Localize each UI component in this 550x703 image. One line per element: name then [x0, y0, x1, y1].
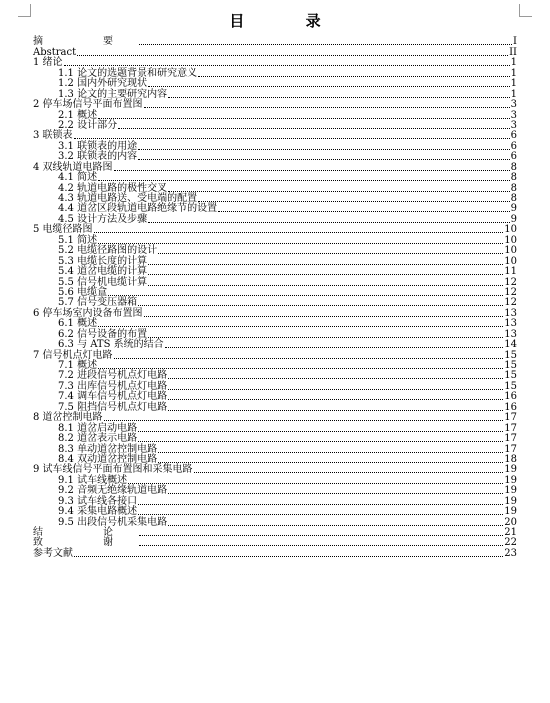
dot-leader — [98, 368, 503, 369]
toc-page-number: 9 — [510, 213, 517, 225]
toc-subentry[interactable] — [33, 444, 517, 454]
toc-entry-label: 8.4 双动道岔控制电路 — [58, 453, 158, 465]
toc-page-number: 8 — [510, 161, 517, 173]
toc-page-number: 15 — [504, 360, 517, 371]
toc-page-number: 21 — [504, 527, 517, 538]
dot-leader — [144, 107, 510, 108]
toc-entry-label: 8.2 道岔表示电路 — [58, 433, 138, 445]
toc-page-number: 10 — [504, 255, 517, 267]
toc-entry-label: 2.2 设计部分 — [58, 119, 118, 131]
toc-page-number: 19 — [504, 485, 517, 497]
toc-page-number: 14 — [504, 339, 517, 351]
toc-page-number: 13 — [504, 328, 517, 340]
toc-page-number: 15 — [504, 349, 517, 361]
toc-page-number: 3 — [510, 109, 517, 121]
dot-leader — [114, 358, 504, 359]
toc-entry-label: 8.1 道岔启动电路 — [58, 422, 138, 434]
toc-subentry[interactable] — [33, 319, 517, 329]
dot-leader — [168, 525, 503, 526]
dot-leader — [194, 472, 504, 473]
toc-entry-label: 4.1 简述 — [58, 172, 98, 184]
dot-leader — [168, 493, 503, 494]
toc-entry[interactable] — [33, 350, 517, 360]
dot-leader — [218, 211, 510, 212]
toc-subentry[interactable] — [33, 486, 517, 496]
dot-leader — [98, 243, 503, 244]
dot-leader — [158, 452, 503, 453]
dot-leader — [77, 55, 508, 56]
toc-subentry[interactable] — [33, 507, 517, 517]
toc-page-number: 3 — [510, 119, 517, 131]
toc-entry[interactable] — [33, 225, 517, 235]
dot-leader — [108, 295, 503, 296]
toc-subentry[interactable] — [33, 340, 517, 350]
toc-entry-label: 6 停车场室内设备布置图 — [33, 307, 143, 319]
dot-leader — [74, 556, 503, 557]
toc-page-number: 3 — [510, 99, 517, 111]
toc-entry-label: 7.2 进段信号机点灯电路 — [58, 370, 168, 382]
toc-page-number: 8 — [510, 172, 517, 184]
toc-entry-label: 6.2 信号设备的布置 — [58, 328, 148, 340]
toc-entry-label: 4.3 轨道电路送、受电端的配置 — [58, 193, 198, 204]
toc-entry-label: 1.2 国内外研究现状 — [58, 78, 148, 90]
toc-subentry[interactable] — [33, 121, 517, 131]
toc-entry-label: 1.1 论文的选题背景和研究意义 — [58, 67, 198, 79]
toc-page-number: 16 — [504, 401, 517, 413]
toc-page-number: 17 — [504, 433, 517, 445]
toc-entry-label: 1.3 论文的主要研究内容 — [58, 88, 168, 100]
toc-entry-label: Abstract — [33, 46, 77, 58]
toc-page-number: 12 — [504, 297, 517, 309]
toc-subentry[interactable] — [33, 392, 517, 402]
toc-entry-label: 8.3 单动道岔控制电路 — [58, 443, 158, 455]
toc-entry-label: 9.2 音频无绝缘轨道电路 — [58, 485, 168, 497]
dot-leader — [144, 316, 504, 317]
toc-page-number: 15 — [504, 370, 517, 382]
dot-leader — [139, 545, 503, 546]
toc-entry[interactable] — [33, 37, 517, 47]
dot-leader — [114, 170, 510, 171]
toc-subentry[interactable] — [33, 517, 517, 527]
toc-entry[interactable] — [33, 548, 517, 558]
toc-page-number: 1 — [510, 57, 517, 69]
toc-page-number: 10 — [504, 234, 517, 246]
toc-title: 目 录 — [229, 12, 349, 30]
toc-entry-label: 2.1 概述 — [58, 109, 98, 121]
dot-leader — [148, 337, 503, 338]
toc-entry[interactable] — [33, 465, 517, 475]
toc-entry-label: 摘 要 — [33, 36, 138, 48]
dot-leader — [148, 222, 510, 223]
toc-page-number: 22 — [504, 537, 517, 549]
toc-entry[interactable] — [33, 538, 517, 548]
toc-entry-label: 9.3 试车线各接口 — [58, 495, 138, 507]
dot-leader — [168, 389, 503, 390]
toc-page-number: 6 — [510, 151, 517, 163]
toc-entry-label: 5.7 信号变压器箱 — [58, 297, 138, 309]
toc-entry-label: 9 试车线信号平面布置图和采集电路 — [33, 464, 193, 476]
toc-page-number: 8 — [510, 193, 517, 204]
toc-entry[interactable] — [33, 47, 517, 57]
toc-page-number: 17 — [504, 412, 517, 424]
toc-subentry[interactable] — [33, 79, 517, 89]
toc-entry-label: 8 道岔控制电路 — [33, 412, 103, 424]
toc-subentry[interactable] — [33, 204, 517, 214]
toc-entry-label: 3.2 联锁表的内容 — [58, 151, 138, 163]
toc-entry-label: 5.5 信号机电缆计算 — [58, 276, 148, 288]
dot-leader — [74, 138, 510, 139]
toc-subentry[interactable] — [33, 371, 517, 381]
toc-entry-label: 7.5 阻挡信号机点灯电路 — [58, 401, 168, 413]
toc-subentry[interactable] — [33, 267, 517, 277]
toc-entry-label: 5.3 电缆长度的计算 — [58, 255, 148, 267]
toc-page-number: 19 — [504, 506, 517, 518]
toc-subentry[interactable] — [33, 152, 517, 162]
toc-page-number: 18 — [504, 453, 517, 465]
toc-subentry[interactable] — [33, 183, 517, 193]
dot-leader — [128, 483, 503, 484]
toc-entry-label: 5.4 道岔电缆的计算 — [58, 266, 148, 278]
toc-entry-label: 2 停车场信号平面布置图 — [33, 99, 143, 111]
dot-leader — [148, 86, 510, 87]
toc-page-number: 10 — [504, 224, 517, 236]
toc-page-number: 17 — [504, 443, 517, 455]
dot-leader — [198, 201, 510, 202]
dot-leader — [139, 44, 512, 45]
toc-page-number: 6 — [510, 140, 517, 152]
dot-leader — [138, 514, 503, 515]
dot-leader — [168, 378, 503, 379]
dot-leader — [98, 180, 510, 181]
dot-leader — [168, 191, 510, 192]
toc-entry-label: 5.6 电缆盒 — [58, 286, 108, 298]
toc-entry-label: 9.4 采集电路概述 — [58, 506, 138, 518]
toc-entry-label: 3 联锁表 — [33, 130, 73, 142]
toc-entry[interactable] — [33, 308, 517, 318]
toc-subentry[interactable] — [33, 402, 517, 412]
toc-entry-label: 5.2 电缆径路图的设计 — [58, 245, 158, 257]
toc-page-number: 12 — [504, 286, 517, 298]
toc-entry-label: 结 论 — [33, 527, 138, 538]
toc-page-number: 1 — [510, 67, 517, 79]
toc-subentry[interactable] — [33, 214, 517, 224]
toc-subentry[interactable] — [33, 434, 517, 444]
dot-leader — [148, 285, 503, 286]
toc-entry-label: 6.3 与 ATS 系统的结合 — [58, 339, 164, 351]
dot-leader — [168, 399, 503, 400]
toc-page-number: II — [509, 46, 517, 58]
toc-entry-label: 4.4 道岔区段轨道电路绝缘节的设置 — [58, 203, 218, 215]
toc-entry[interactable] — [33, 162, 517, 172]
toc-page-number: 11 — [504, 266, 517, 278]
toc-entry-label: 1 绪论 — [33, 57, 63, 69]
dot-leader — [98, 118, 510, 119]
toc-page-number: 1 — [510, 88, 517, 100]
toc-page-number: 13 — [504, 318, 517, 330]
dot-leader — [158, 253, 503, 254]
dot-leader — [139, 535, 503, 536]
toc-entry-label: 4.2 轨道电路的极性交叉 — [58, 182, 168, 194]
dot-leader — [104, 420, 504, 421]
toc-subentry[interactable] — [33, 173, 517, 183]
dot-leader — [138, 441, 503, 442]
dot-leader — [98, 326, 503, 327]
toc-entry-label: 参考文献 — [33, 547, 73, 559]
dot-leader — [138, 159, 510, 160]
toc-entry-label: 4.5 设计方法及步骤 — [58, 213, 148, 225]
dot-leader — [138, 149, 510, 150]
dot-leader — [94, 232, 504, 233]
toc-page-number: I — [513, 36, 517, 48]
toc-page-number: 19 — [504, 495, 517, 507]
dot-leader — [168, 97, 510, 98]
toc-entry-label: 4 双线轨道电路图 — [33, 161, 113, 173]
toc-page-number: 9 — [510, 203, 517, 215]
dot-leader — [148, 264, 503, 265]
dot-leader — [64, 65, 510, 66]
toc-entry-label: 5.1 简述 — [58, 234, 98, 246]
dot-leader — [158, 462, 503, 463]
dot-leader — [198, 76, 510, 77]
toc-entry-label: 3.1 联锁表的用途 — [58, 140, 138, 152]
dot-leader — [165, 347, 504, 348]
toc-page-number: 8 — [510, 182, 517, 194]
dot-leader — [138, 504, 503, 505]
toc-entry[interactable] — [33, 131, 517, 141]
toc-subentry[interactable] — [33, 246, 517, 256]
toc-entry[interactable] — [33, 413, 517, 423]
toc-subentry[interactable] — [33, 110, 517, 120]
dot-leader — [138, 305, 503, 306]
toc-page-number: 19 — [504, 464, 517, 476]
toc-subentry[interactable] — [33, 277, 517, 287]
dot-leader — [138, 431, 503, 432]
toc-page-number: 1 — [510, 78, 517, 90]
toc-entry-label: 7.4 调车信号机点灯电路 — [58, 391, 168, 403]
toc-entry[interactable] — [33, 100, 517, 110]
toc-page-number: 20 — [504, 516, 517, 528]
toc-entry-label: 7 信号机点灯电路 — [33, 349, 113, 361]
toc-page-number: 15 — [504, 380, 517, 392]
toc-page-number: 13 — [504, 307, 517, 319]
dot-leader — [168, 410, 503, 411]
toc-page-number: 19 — [504, 474, 517, 486]
toc-entry-label: 6.1 概述 — [58, 318, 98, 330]
toc-page-number: 16 — [504, 391, 517, 403]
toc-page-number: 6 — [510, 130, 517, 142]
toc-page-number: 17 — [504, 422, 517, 434]
dot-leader — [148, 274, 503, 275]
toc-subentry[interactable] — [33, 298, 517, 308]
toc-entry-label: 7.3 出库信号机点灯电路 — [58, 380, 168, 392]
toc-entry-label: 致 谢 — [33, 537, 138, 549]
toc-page-number: 23 — [504, 547, 517, 559]
toc-entry-label: 9.5 出段信号机采集电路 — [58, 516, 168, 528]
table-of-contents — [33, 37, 517, 559]
dot-leader — [118, 128, 510, 129]
toc-entry-label: 5 电缆径路图 — [33, 224, 93, 236]
toc-entry[interactable] — [33, 58, 517, 68]
toc-page-number: 12 — [504, 276, 517, 288]
toc-page-number: 10 — [504, 245, 517, 257]
toc-entry-label: 7.1 概述 — [58, 360, 98, 371]
toc-entry-label: 9.1 试车线概述 — [58, 474, 128, 486]
